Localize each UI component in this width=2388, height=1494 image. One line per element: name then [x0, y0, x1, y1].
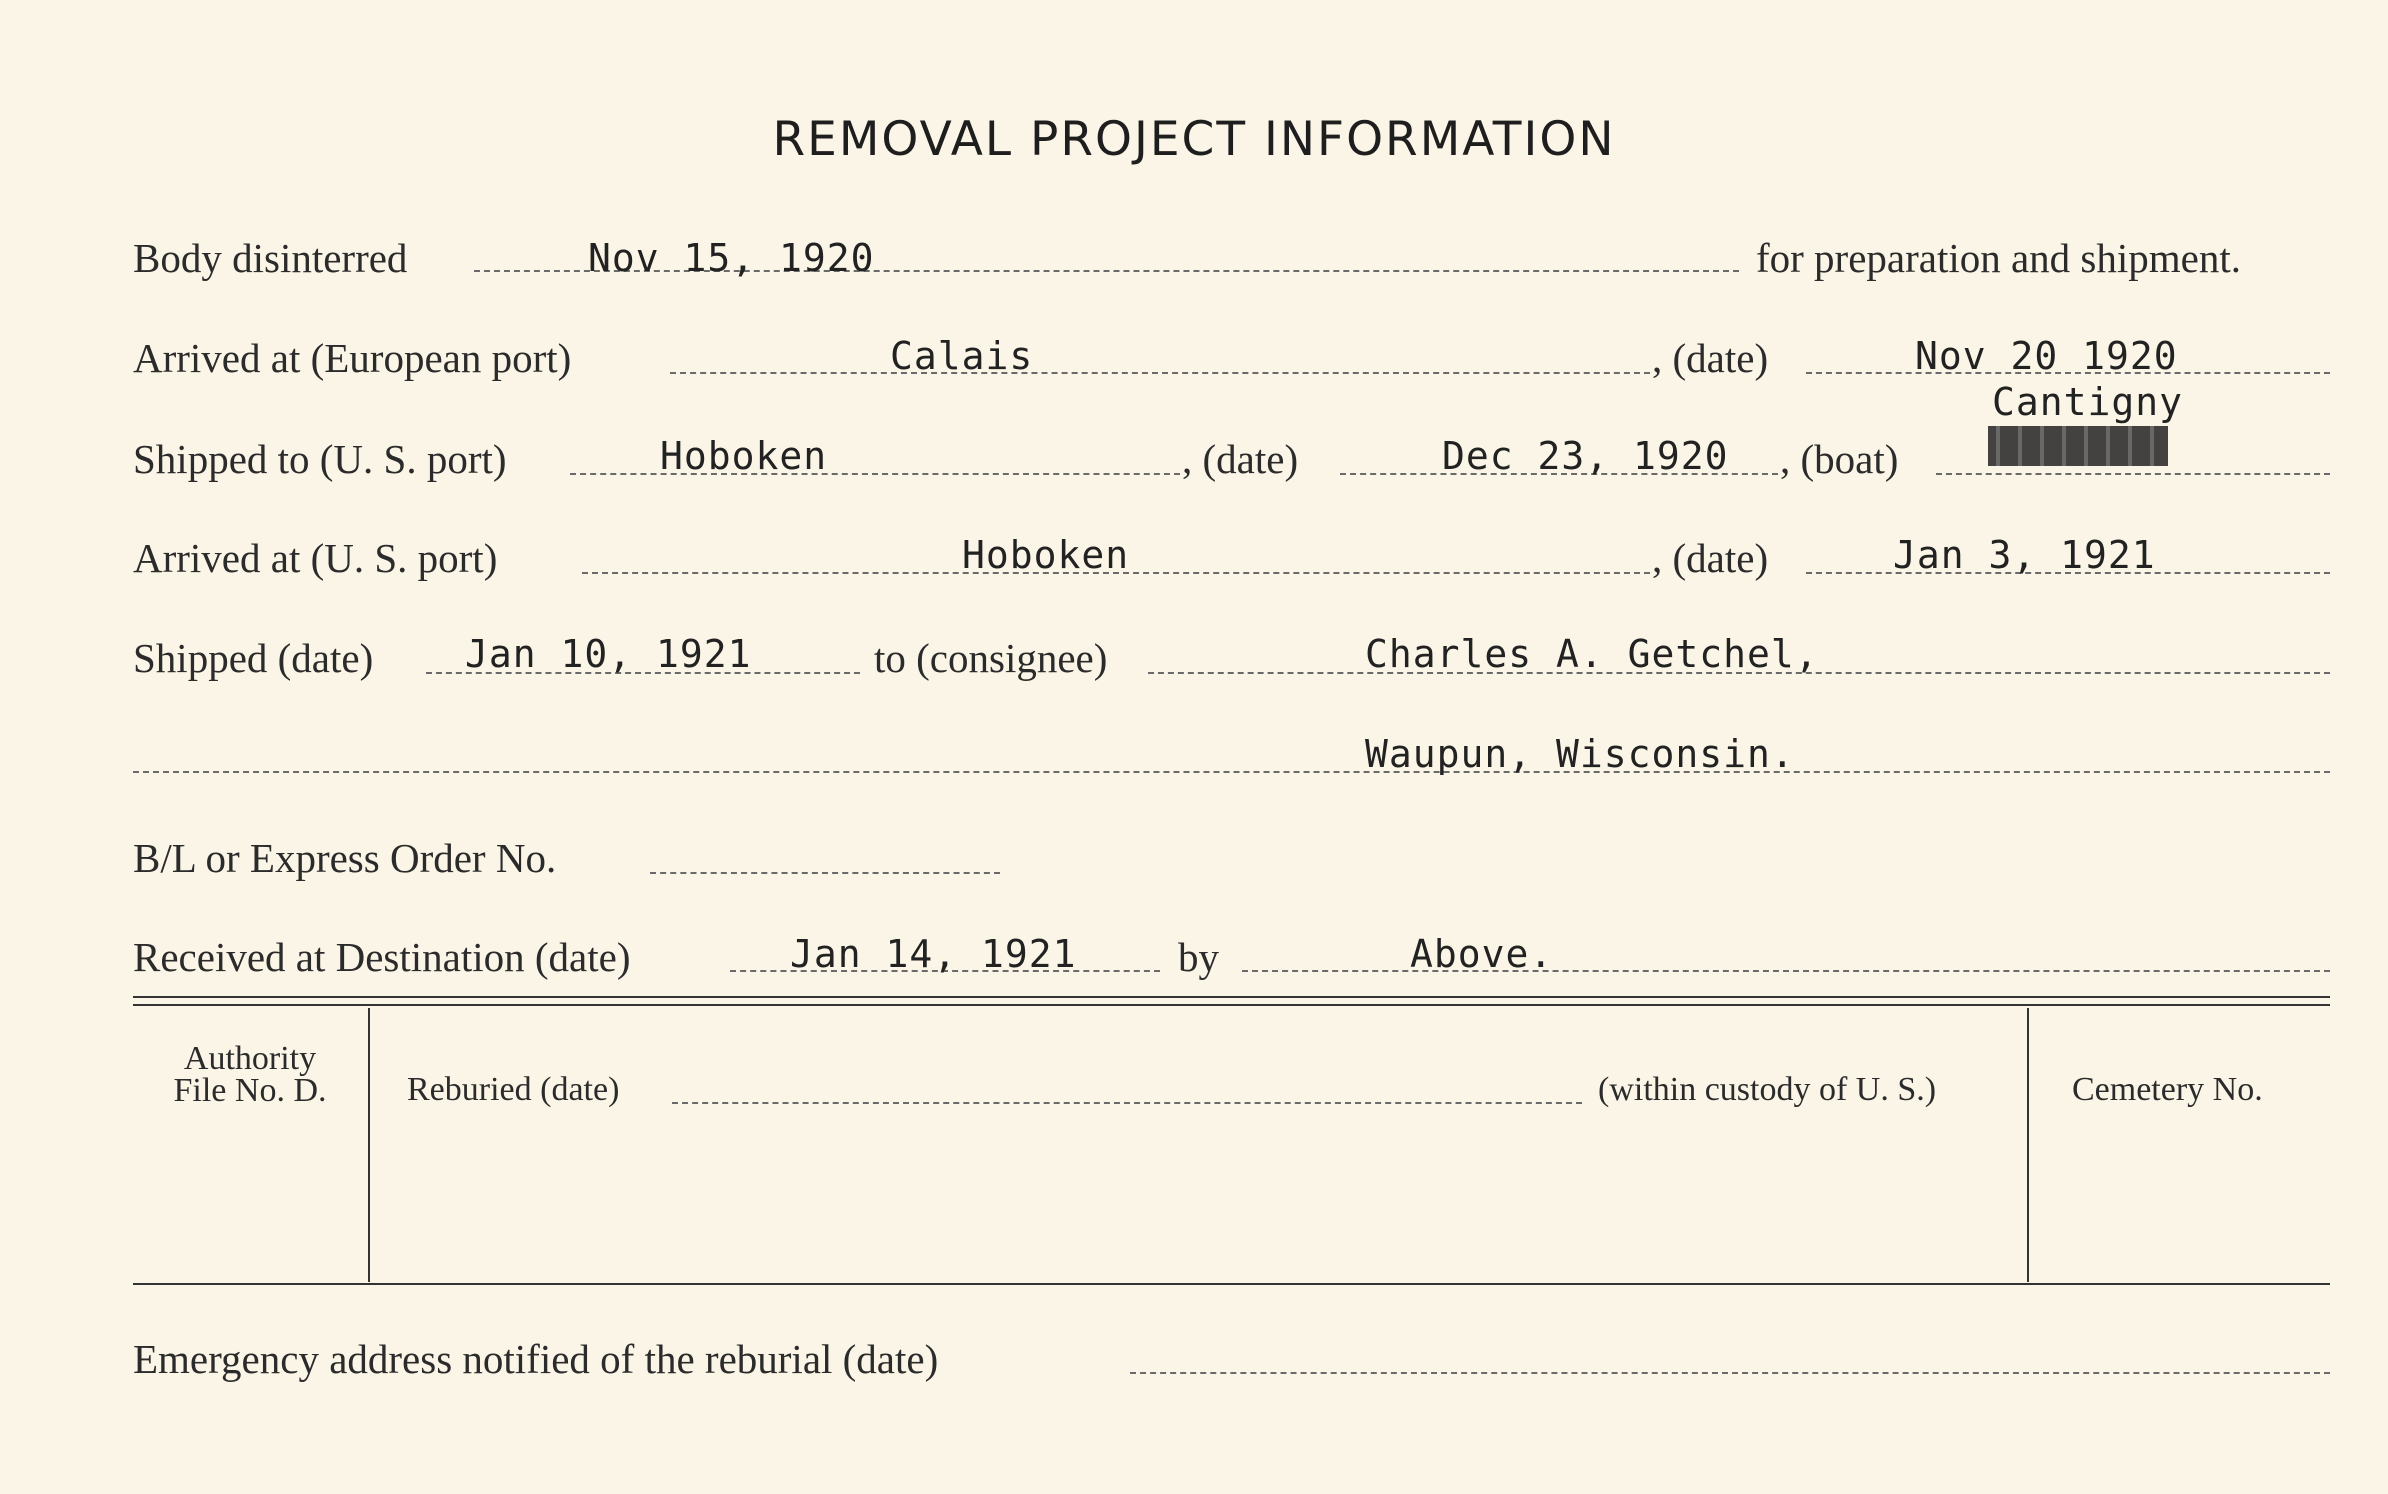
label-body-disinterred: Body disinterred [133, 235, 408, 281]
label-shipped-date-row: Shipped (date) [133, 635, 374, 681]
label-european-date: , (date) [1652, 335, 1769, 381]
value-us-port-shipped[interactable]: Hoboken [660, 434, 828, 478]
value-boat-name[interactable]: Cantigny [1992, 380, 2184, 424]
label-bl-order: B/L or Express Order No. [133, 835, 557, 881]
field-line-reburied[interactable] [672, 1102, 1582, 1104]
label-us-arrival-date: , (date) [1652, 535, 1769, 581]
label-shipped-date: , (date) [1182, 436, 1299, 482]
label-emergency: Emergency address notified of the reburial (date) [133, 1336, 939, 1382]
label-boat: , (boat) [1780, 436, 1899, 482]
value-consignee-address[interactable]: Waupun, Wisconsin. [1365, 732, 1795, 776]
double-rule-bottom [133, 1004, 2330, 1006]
label-for-preparation: for preparation and shipment. [1756, 235, 2242, 281]
label-authority: Authority [183, 1040, 317, 1077]
form-title: REMOVAL PROJECT INFORMATION [772, 112, 1616, 167]
label-to-consignee: to (consignee) [874, 635, 1108, 681]
label-cemetery-no: Cemetery No. [2072, 1071, 2263, 1108]
divider-cemetery [2027, 1008, 2029, 1282]
value-received-date[interactable]: Jan 14, 1921 [790, 932, 1077, 976]
divider-authority [368, 1008, 370, 1282]
field-line-bl-order[interactable] [650, 872, 1000, 874]
label-received-destination: Received at Destination (date) [133, 934, 631, 980]
field-line-consignee-address [133, 771, 2330, 773]
label-file-no: File No. D. [173, 1072, 327, 1109]
double-rule-top [133, 996, 2330, 998]
value-consignee-name[interactable]: Charles A. Getchel, [1365, 632, 1819, 676]
label-arrived-european: Arrived at (European port) [133, 335, 572, 381]
label-within-custody: (within custody of U. S.) [1598, 1071, 1937, 1108]
field-line-emergency[interactable] [1130, 1372, 2330, 1374]
label-reburied: Reburied (date) [407, 1071, 620, 1108]
value-us-ship-date[interactable]: Dec 23, 1920 [1442, 434, 1729, 478]
value-shipped-date[interactable]: Jan 10, 1921 [465, 632, 752, 676]
value-us-port-arrived[interactable]: Hoboken [962, 533, 1130, 577]
struck-out-boat-text [1988, 426, 2168, 466]
field-line-received-by [1242, 970, 2330, 972]
value-disinterred-date[interactable]: Nov 15, 1920 [588, 236, 875, 280]
field-line-boat [1936, 473, 2330, 475]
value-us-arrival-date[interactable]: Jan 3, 1921 [1893, 533, 2156, 577]
field-line-european-port [670, 372, 1650, 374]
label-arrived-us: Arrived at (U. S. port) [133, 535, 498, 581]
label-by: by [1178, 934, 1219, 980]
value-european-arrival-date[interactable]: Nov 20 1920 [1915, 334, 2178, 378]
value-european-port[interactable]: Calais [890, 334, 1034, 378]
label-shipped-to-us: Shipped to (U. S. port) [133, 436, 507, 482]
value-received-by[interactable]: Above. [1410, 932, 1554, 976]
section-bottom-rule [133, 1283, 2330, 1285]
